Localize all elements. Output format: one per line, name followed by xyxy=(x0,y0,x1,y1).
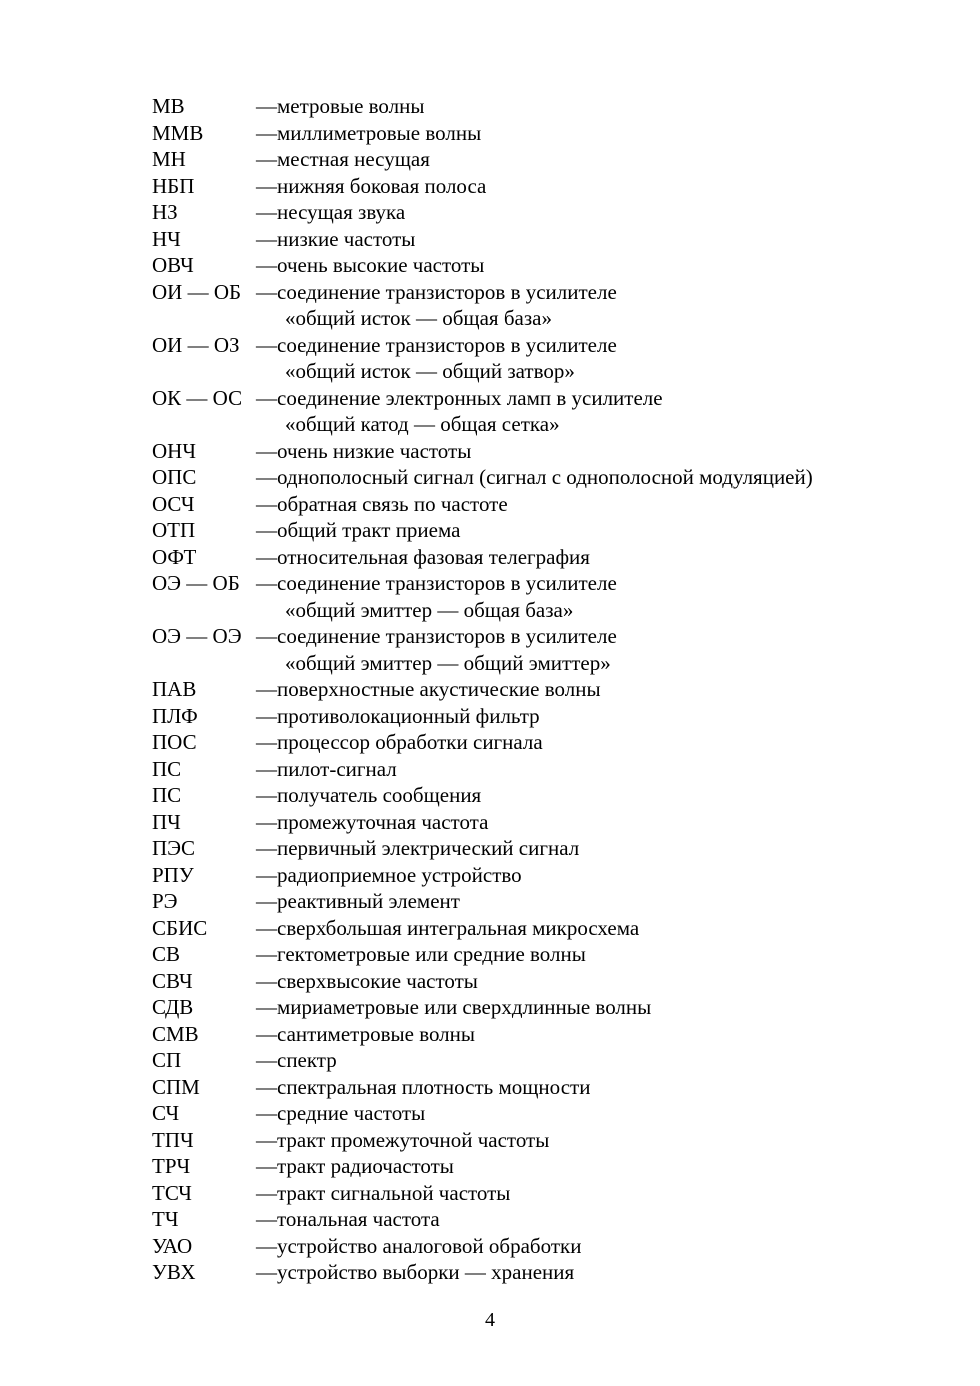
em-dash-separator: — xyxy=(256,1074,277,1099)
abbreviation-term: ТСЧ xyxy=(152,1180,192,1205)
entry-line xyxy=(152,941,952,968)
em-dash-separator: — xyxy=(256,783,277,807)
abbreviation-definition: общий тракт приема xyxy=(277,518,461,542)
em-dash-separator: — xyxy=(256,1233,277,1258)
em-dash-separator: — xyxy=(256,809,277,834)
abbreviation-entry xyxy=(152,93,952,120)
abbreviation-definition: нижняя боковая полоса xyxy=(277,173,487,198)
abbreviation-entry xyxy=(152,1047,952,1074)
abbreviation-definition: устройство выборки — хранения xyxy=(277,1260,575,1284)
abbreviation-entry xyxy=(152,729,952,756)
abbreviation-term: ОК — ОС xyxy=(152,385,243,410)
abbreviation-term: ММВ xyxy=(152,120,204,145)
abbreviation-term: СБИС xyxy=(152,915,208,940)
abbreviation-term: ПАВ xyxy=(152,677,197,701)
abbreviation-definition: соединение транзисторов в усилителе xyxy=(277,279,617,304)
em-dash-separator: — xyxy=(256,968,277,993)
entry-line xyxy=(152,862,952,889)
abbreviation-definition: местная несущая xyxy=(277,147,430,171)
em-dash-separator: — xyxy=(256,1207,277,1231)
abbreviation-entry xyxy=(152,782,952,809)
definition-continuation: «общий эмиттер — общий эмиттер» xyxy=(285,650,611,675)
abbreviation-term: ПС xyxy=(152,783,182,807)
abbreviation-entry xyxy=(152,438,952,465)
abbreviation-term: ТРЧ xyxy=(152,1154,191,1178)
abbreviation-entry xyxy=(152,676,952,703)
entry-line xyxy=(152,968,952,995)
abbreviation-definition: средние частоты xyxy=(277,1101,426,1125)
abbreviation-definition: пилот-сигнал xyxy=(277,756,397,781)
abbreviation-entry xyxy=(152,1259,952,1286)
abbreviation-term: НБП xyxy=(152,173,195,198)
em-dash-separator: — xyxy=(256,226,277,251)
abbreviation-entry xyxy=(152,888,952,915)
entry-line xyxy=(152,1153,952,1180)
abbreviation-term: ПЛФ xyxy=(152,703,198,728)
abbreviation-definition: спектральная плотность мощности xyxy=(277,1074,591,1099)
abbreviation-entry xyxy=(152,623,952,676)
abbreviation-term: ОИ — ОБ xyxy=(152,279,242,304)
page-number: 4 xyxy=(485,1309,495,1331)
abbreviation-definition: устройство аналоговой обработки xyxy=(277,1233,582,1258)
em-dash-separator: — xyxy=(256,756,277,781)
entry-line xyxy=(152,623,952,650)
em-dash-separator: — xyxy=(256,942,277,966)
abbreviation-entry xyxy=(152,1021,952,1048)
abbreviation-term: ОПС xyxy=(152,465,197,489)
em-dash-separator: — xyxy=(256,624,277,648)
em-dash-separator: — xyxy=(256,147,277,171)
abbreviation-term: ТПЧ xyxy=(152,1127,194,1152)
abbreviation-entry xyxy=(152,1100,952,1127)
em-dash-separator: — xyxy=(256,465,277,489)
abbreviation-definition: однополосный сигнал (сигнал с однополосной модуляцией) xyxy=(277,465,813,489)
abbreviation-entry xyxy=(152,941,952,968)
em-dash-separator: — xyxy=(256,94,277,118)
entry-line xyxy=(152,1047,952,1074)
abbreviation-entry xyxy=(152,915,952,942)
entry-line xyxy=(152,93,952,120)
abbreviation-definition: тракт сигнальной частоты xyxy=(277,1180,511,1205)
abbreviation-definition: тракт радиочастоты xyxy=(277,1154,454,1178)
abbreviation-entry xyxy=(152,491,952,518)
abbreviation-term: СМВ xyxy=(152,1021,199,1046)
abbreviation-term: НЗ xyxy=(152,200,178,224)
abbreviation-term: УВХ xyxy=(152,1260,196,1284)
abbreviation-definition: поверхностные акустические волны xyxy=(277,677,601,701)
entry-line xyxy=(152,570,952,597)
entry-line xyxy=(152,729,952,756)
entry-line xyxy=(152,676,952,703)
abbreviation-term: ОИ — ОЗ xyxy=(152,332,240,357)
abbreviation-entry xyxy=(152,385,952,438)
abbreviation-definition: тракт промежуточной частоты xyxy=(277,1127,550,1152)
abbreviation-entry xyxy=(152,464,952,491)
entry-line xyxy=(152,1100,952,1127)
abbreviation-term: ПЭС xyxy=(152,836,196,860)
em-dash-separator: — xyxy=(256,1154,277,1178)
abbreviation-term: ОСЧ xyxy=(152,491,195,516)
abbreviation-term: МН xyxy=(152,147,186,171)
abbreviation-definition: первичный электрический сигнал xyxy=(277,836,580,860)
em-dash-separator: — xyxy=(256,1048,277,1072)
abbreviation-term: РПУ xyxy=(152,862,194,887)
entry-line xyxy=(152,994,952,1021)
abbreviation-term: СВЧ xyxy=(152,968,193,993)
entry-line xyxy=(152,199,952,226)
em-dash-separator: — xyxy=(256,438,277,463)
entry-line xyxy=(152,332,952,359)
entry-line xyxy=(152,1127,952,1154)
abbreviation-definition: радиоприемное устройство xyxy=(277,862,522,887)
definition-continuation: «общий исток — общий затвор» xyxy=(285,359,575,383)
abbreviation-term: СВ xyxy=(152,942,181,966)
abbreviation-term: ПОС xyxy=(152,730,197,754)
em-dash-separator: — xyxy=(256,173,277,198)
em-dash-separator: — xyxy=(256,1021,277,1046)
abbreviation-term: ОЭ — ОБ xyxy=(152,571,240,595)
entry-line xyxy=(152,252,952,279)
abbreviation-entry xyxy=(152,226,952,253)
abbreviation-entry xyxy=(152,809,952,836)
em-dash-separator: — xyxy=(256,1101,277,1125)
abbreviation-definition: сантиметровые волны xyxy=(277,1021,476,1046)
abbreviation-entry xyxy=(152,1233,952,1260)
abbreviation-term: СДВ xyxy=(152,995,194,1019)
em-dash-separator: — xyxy=(256,995,277,1019)
abbreviation-definition: противолокационный фильтр xyxy=(277,703,540,728)
entry-line xyxy=(152,491,952,518)
abbreviation-definition: сверхбольшая интегральная микросхема xyxy=(277,915,640,940)
abbreviation-term: МВ xyxy=(152,94,185,118)
entry-line xyxy=(152,1074,952,1101)
entry-line xyxy=(152,120,952,147)
em-dash-separator: — xyxy=(256,200,277,224)
abbreviation-definition: соединение транзисторов в усилителе xyxy=(277,571,617,595)
em-dash-separator: — xyxy=(256,491,277,516)
em-dash-separator: — xyxy=(256,253,277,277)
entry-line xyxy=(152,1233,952,1260)
abbreviation-entry xyxy=(152,279,952,332)
abbreviation-term: СП xyxy=(152,1048,182,1072)
abbreviation-definition: миллиметровые волны xyxy=(277,120,482,145)
abbreviation-entry xyxy=(152,703,952,730)
abbreviation-term: ПС xyxy=(152,756,182,781)
abbreviation-definition: промежуточная частота xyxy=(277,809,489,834)
abbreviation-list xyxy=(152,93,952,1286)
abbreviation-definition: соединение электронных ламп в усилителе xyxy=(277,385,663,410)
abbreviation-entry xyxy=(152,1074,952,1101)
entry-line xyxy=(152,173,952,200)
em-dash-separator: — xyxy=(256,332,277,357)
em-dash-separator: — xyxy=(256,518,277,542)
definition-continuation: «общий катод — общая сетка» xyxy=(285,412,560,436)
entry-line xyxy=(152,438,952,465)
abbreviation-term: ОЭ — ОЭ xyxy=(152,624,242,648)
abbreviation-term: СЧ xyxy=(152,1101,180,1125)
abbreviation-definition: спектр xyxy=(277,1048,337,1072)
abbreviation-entry xyxy=(152,120,952,147)
entry-line xyxy=(152,517,952,544)
entry-line xyxy=(152,1259,952,1286)
entry-line xyxy=(152,782,952,809)
entry-line xyxy=(152,279,952,306)
entry-line xyxy=(152,703,952,730)
abbreviation-term: ОТП xyxy=(152,518,196,542)
em-dash-separator: — xyxy=(256,1127,277,1152)
em-dash-separator: — xyxy=(256,1260,277,1284)
em-dash-separator: — xyxy=(256,385,277,410)
abbreviation-definition: очень высокие частоты xyxy=(277,253,485,277)
abbreviation-term: ОФТ xyxy=(152,544,197,569)
abbreviation-definition: получатель сообщения xyxy=(277,783,482,807)
abbreviation-entry xyxy=(152,862,952,889)
entry-line xyxy=(152,226,952,253)
entry-line xyxy=(152,385,952,412)
abbreviation-term: НЧ xyxy=(152,226,181,251)
abbreviation-definition: соединение транзисторов в усилителе xyxy=(277,624,617,648)
abbreviation-entry xyxy=(152,968,952,995)
em-dash-separator: — xyxy=(256,1180,277,1205)
abbreviation-term: РЭ xyxy=(152,889,178,913)
abbreviation-entry xyxy=(152,146,952,173)
em-dash-separator: — xyxy=(256,915,277,940)
abbreviation-definition: процессор обработки сигнала xyxy=(277,730,543,754)
abbreviation-term: ОВЧ xyxy=(152,253,194,277)
abbreviation-entry xyxy=(152,517,952,544)
definition-continuation: «общий эмиттер — общая база» xyxy=(285,597,574,622)
abbreviation-term: ОНЧ xyxy=(152,438,196,463)
em-dash-separator: — xyxy=(256,862,277,887)
abbreviation-definition: обратная связь по частоте xyxy=(277,491,508,516)
definition-continuation: «общий исток — общая база» xyxy=(285,306,552,330)
abbreviation-entry xyxy=(152,252,952,279)
abbreviation-definition: относительная фазовая телеграфия xyxy=(277,544,590,569)
entry-line xyxy=(152,809,952,836)
abbreviation-term: СПМ xyxy=(152,1074,200,1099)
entry-line xyxy=(152,146,952,173)
entry-line xyxy=(152,835,952,862)
abbreviation-entry xyxy=(152,1127,952,1154)
abbreviation-entry xyxy=(152,994,952,1021)
abbreviation-definition: метровые волны xyxy=(277,94,425,118)
abbreviation-definition: реактивный элемент xyxy=(277,889,460,913)
entry-line xyxy=(152,544,952,571)
abbreviation-definition: гектометровые или средние волны xyxy=(277,942,586,966)
abbreviation-entry xyxy=(152,570,952,623)
entry-line xyxy=(152,464,952,491)
em-dash-separator: — xyxy=(256,544,277,569)
em-dash-separator: — xyxy=(256,571,277,595)
entry-line xyxy=(152,888,952,915)
abbreviation-entry xyxy=(152,1180,952,1207)
abbreviation-term: ТЧ xyxy=(152,1207,179,1231)
abbreviation-entry xyxy=(152,756,952,783)
abbreviation-entry xyxy=(152,332,952,385)
em-dash-separator: — xyxy=(256,836,277,860)
abbreviation-definition: несущая звука xyxy=(277,200,406,224)
abbreviation-definition: сверхвысокие частоты xyxy=(277,968,478,993)
entry-line xyxy=(152,915,952,942)
entry-line xyxy=(152,1180,952,1207)
entry-line xyxy=(152,756,952,783)
entry-line xyxy=(152,1206,952,1233)
abbreviation-definition: низкие частоты xyxy=(277,226,416,251)
em-dash-separator: — xyxy=(256,120,277,145)
abbreviation-definition: мириаметровые или сверхдлинные волны xyxy=(277,995,652,1019)
abbreviation-entry xyxy=(152,835,952,862)
abbreviation-term: УАО xyxy=(152,1233,193,1258)
abbreviation-definition: тональная частота xyxy=(277,1207,440,1231)
abbreviation-term: ПЧ xyxy=(152,809,181,834)
abbreviation-entry xyxy=(152,1206,952,1233)
abbreviation-entry xyxy=(152,173,952,200)
abbreviation-definition: очень низкие частоты xyxy=(277,438,472,463)
abbreviation-definition: соединение транзисторов в усилителе xyxy=(277,332,617,357)
abbreviation-entry xyxy=(152,1153,952,1180)
entry-line xyxy=(152,1021,952,1048)
em-dash-separator: — xyxy=(256,730,277,754)
em-dash-separator: — xyxy=(256,703,277,728)
abbreviation-entry xyxy=(152,199,952,226)
em-dash-separator: — xyxy=(256,889,277,913)
abbreviation-entry xyxy=(152,544,952,571)
em-dash-separator: — xyxy=(256,677,277,701)
em-dash-separator: — xyxy=(256,279,277,304)
